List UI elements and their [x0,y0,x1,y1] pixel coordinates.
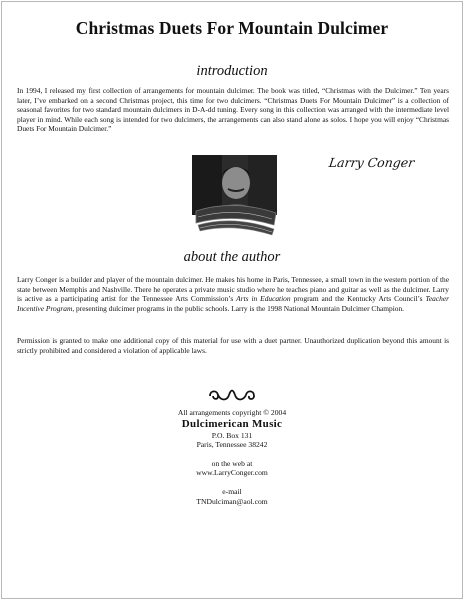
address-line-1: P.O. Box 131 [211,430,253,440]
author-signature: Larry Conger [327,155,416,170]
email-label: e-mail [222,486,242,496]
permission-paragraph: Permission is granted to make one additional copy of this material for use with a duet partner. Unauthorized duplication beyond this amount is strictly prohibited and considered a violation of applicable laws. [17,336,449,355]
introduction-paragraph: In 1994, I released my first collection of arrangements for mountain dulcimer. The book was titled, “Christmas with the Dulcimer.” Ten years later, I’ve embarked on a second Christmas project, this time for two dulcimers. “Christmas Duets For Mountain Dulcimer” is a collection of seasonal favorites for two standard mountain dulcimers in D-A-dd tuning. Every song in this collection was arranged with the intermediate level player in mind. While each song is intended for two dulcimers, the arrangements can also stand alone as solos. I hope you will enjoy “Christmas Duets For Mountain Dulcimer.” [17,86,449,134]
web-url-link[interactable]: www.LarryConger.com [196,468,268,478]
author-text-italic-2: Teacher Incentive Program [17,294,449,313]
web-label: on the web at [211,458,253,468]
copyright-line: All arrangements copyright © 2004 [177,408,287,417]
document-page [1,1,463,599]
author-paragraph [17,275,449,313]
email-link[interactable]: TNDulciman@aol.com [196,496,268,506]
address-line-2: Paris, Tennessee 38242 [196,440,268,450]
author-text-italic-1: Arts in Education [236,294,291,304]
author-text-part-1: Larry Conger is a builder and player of the mountain dulcimer. He makes his home in Paris, Tennessee, a small town in the western portion of the state between Memphis and Nashville. There he operates a private music studio where he teaches piano and guitar as well as the dulcimer. Larry is active as a participating artist for the Tennessee Arts Commission’s [17,275,449,304]
scroll-ornament-icon [207,387,257,403]
author-photo [190,153,279,238]
author-text-part-3: , presenting dulcimer programs in the public schools. Larry is the 1998 National Mountain Dulcimer Champion. [72,303,405,313]
document-title: Christmas Duets For Mountain Dulcimer [75,18,389,38]
author-heading: about the author [183,249,281,265]
publisher-name: Dulcimerican Music [181,417,283,430]
introduction-heading: introduction [196,63,268,79]
author-text-part-2: program and the Kentucky Arts Council’s [290,294,426,304]
credits-block [2,408,462,506]
